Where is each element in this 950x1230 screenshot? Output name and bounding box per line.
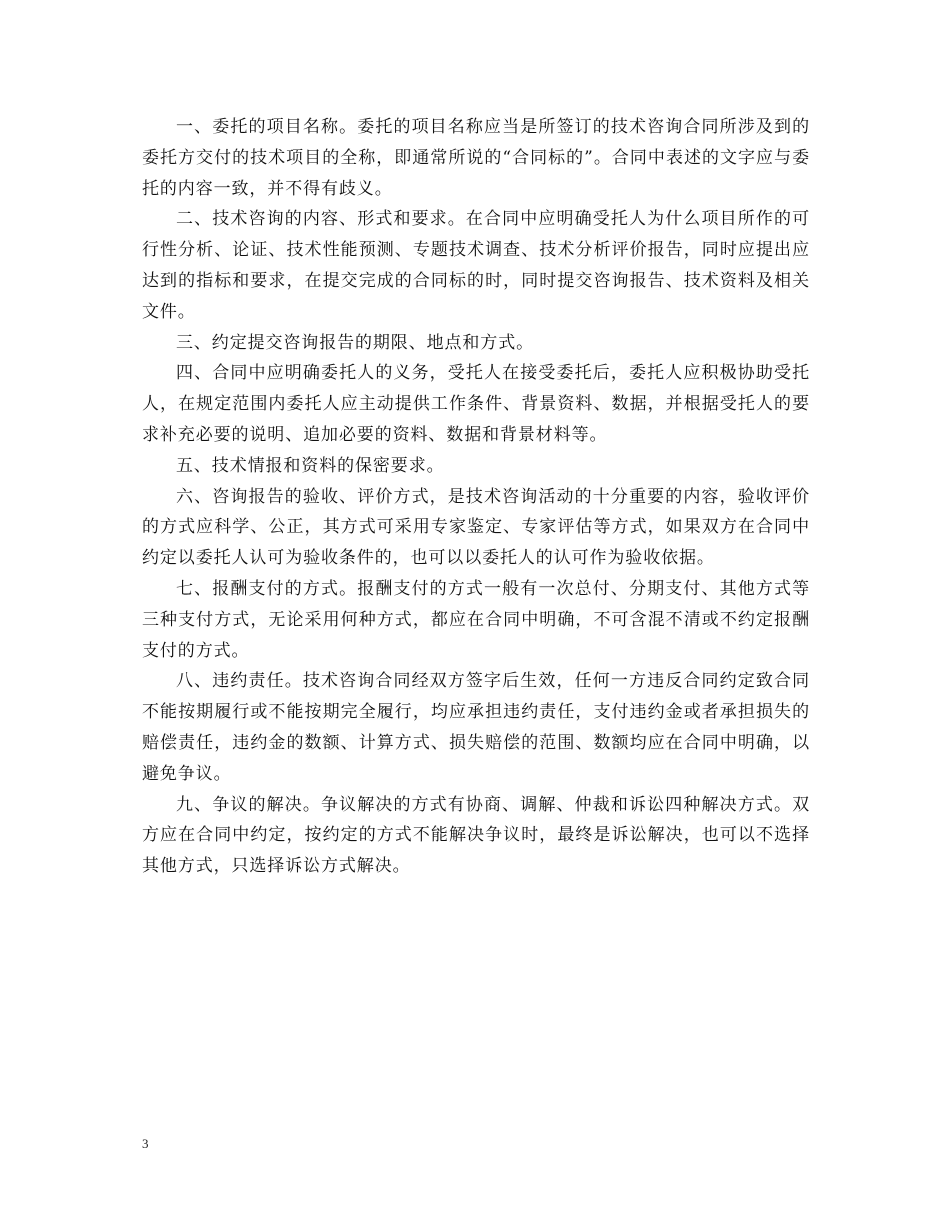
paragraph-dispute-resolution: 九、争议的解决。争议解决的方式有协商、调解、仲裁和诉讼四种解决方式。双方应在合同中约定，按约定的方式不能解决争议时，最终是诉讼解决，也可以不选择其他方式，只选择诉讼方式解决。 (142, 794, 810, 877)
paragraph-confidentiality: 五、技术情报和资料的保密要求。 (176, 455, 445, 476)
paragraph-acceptance-evaluation: 六、咨询报告的验收、评价方式，是技术咨询活动的十分重要的内容，验收评价的方式应科学、公正，其方式可采用专家鉴定、专家评估等方式，如果双方在合同中约定以委托人认可为验收条件的，也可以以委托人的认可作为验收依据。 (142, 486, 810, 569)
page-number: 3 (142, 1136, 149, 1151)
paragraph-consulting-content: 二、技术咨询的内容、形式和要求。在合同中应明确受托人为什么项目所作的可行性分析、论证、技术性能预测、专题技术调查、技术分析评价报告，同时应提出应达到的指标和要求，在提交完成的合同标的时，同时提交咨询报告、技术资料及相关文件。 (142, 209, 810, 322)
paragraph-payment-method: 七、报酬支付的方式。报酬支付的方式一般有一次总付、分期支付、其他方式等三种支付方式，无论采用何种方式，都应在合同中明确，不可含混不清或不约定报酬支付的方式。 (142, 578, 810, 661)
paragraph-breach-liability: 八、违约责任。技术咨询合同经双方签字后生效，任何一方违反合同约定致合同不能按期履行或不能按期完全履行，均应承担违约责任，支付违约金或者承担损失的赔偿责任，违约金的数额、计算方式、损失赔偿的范围、数额均应在合同中明确，以避免争议。 (142, 671, 810, 784)
paragraph-client-obligations: 四、合同中应明确委托人的义务，受托人在接受委托后，委托人应积极协助受托人，在规定范围内委托人应主动提供工作条件、背景资料、数据，并根据受托人的要求补充必要的说明、追加必要的资料、数据和背景材料等。 (142, 363, 810, 445)
paragraph-report-deadline: 三、约定提交咨询报告的期限、地点和方式。 (176, 332, 534, 353)
document-body (142, 112, 810, 882)
paragraph-project-name: 一、委托的项目名称。委托的项目名称应当是所签订的技术咨询合同所涉及到的委托方交付的技术项目的全称，即通常所说的“合同标的”。合同中表述的文字应与委托的内容一致，并不得有歧义。 (142, 117, 810, 199)
